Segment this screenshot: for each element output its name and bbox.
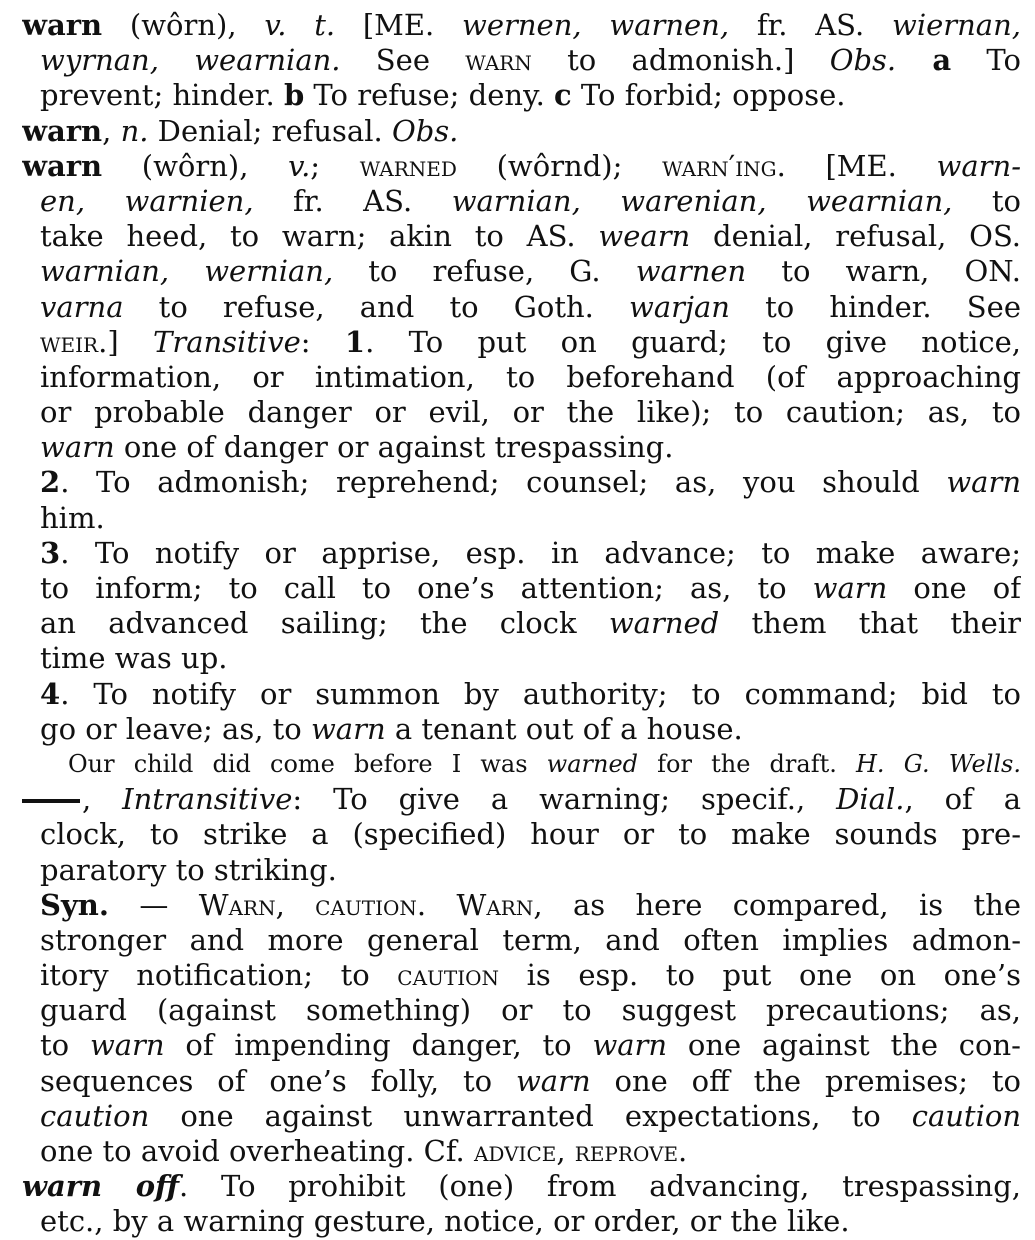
quote-text: for the draft. (638, 749, 856, 778)
quote-text: Our child did come before I was (68, 749, 547, 778)
synonym: caution (397, 958, 500, 993)
entry-warn-v-line-3 (40, 219, 1021, 254)
text: , of a (904, 782, 1021, 817)
text: . To notify or apprise, esp. in advance; to make aware; (60, 535, 1021, 570)
text: to warn, ON. (746, 254, 1021, 289)
synonymy-line-1 (40, 888, 1021, 923)
text: to (952, 183, 1021, 218)
pronunciation: (wôrn), (102, 148, 289, 183)
sense-letter: c (554, 78, 572, 113)
text: : (300, 324, 345, 359)
sense-number: 3 (40, 535, 61, 570)
text: paratory to striking. (40, 852, 337, 887)
label-dial: Dial. (836, 782, 905, 817)
etymon: varna (40, 289, 124, 324)
synonym: Warn (456, 887, 534, 922)
entry-warn-v-line-18 (22, 782, 1021, 817)
text: to (40, 1028, 90, 1063)
headword: warn (22, 148, 103, 183)
text: one off the premises; to (590, 1063, 1021, 1098)
example-word: caution (40, 1098, 150, 1133)
example-word: warn (946, 465, 1021, 500)
part-of-speech: v. t. (264, 8, 336, 42)
headword: warn off (22, 1169, 180, 1204)
entry-warn-vt-line-1 (22, 8, 1021, 43)
entry-warn-v-line-5 (40, 290, 1021, 325)
example-word: warn (515, 1063, 591, 1098)
text: , (102, 113, 121, 148)
example-word: warn (89, 1028, 165, 1063)
entry-warn-vt-line-2 (40, 43, 1021, 78)
headword: warn (22, 8, 103, 42)
entry-warn-v-line-1 (22, 149, 1021, 184)
etymon: warjan (629, 289, 730, 324)
synonymy-line-4 (40, 993, 1021, 1028)
text: of impending danger, to (164, 1028, 593, 1063)
part-of-speech: n. (120, 113, 149, 148)
pronunciation: (wôrnd); (456, 148, 663, 183)
text: . [ME. (776, 148, 937, 183)
cross-reference: advice, reprove (473, 1134, 679, 1168)
text: , (82, 782, 123, 817)
text: .] (98, 324, 153, 359)
text: To (951, 43, 1021, 78)
etymon: warnian, wernian, (40, 254, 334, 289)
text: go or leave; as, to (40, 711, 311, 746)
text: to admonish.] (531, 43, 830, 78)
sense-number: 4 (40, 676, 61, 711)
etymon: warn- (936, 148, 1021, 183)
entry-warn-v-line-16 (40, 677, 1021, 712)
text: an advanced sailing; the clock (40, 606, 609, 641)
entry-warn-v-line-12 (40, 536, 1021, 571)
text: one of (887, 571, 1021, 605)
text: is esp. to put one on one’s (499, 958, 1021, 993)
text: , as here compared, is the (533, 887, 1021, 922)
text: . To admonish; reprehend; counsel; as, you should (60, 465, 947, 500)
etymon: warnian, warenian, wearnian, (451, 183, 953, 218)
entry-warn-v-line-9 (40, 430, 1021, 465)
entry-warn-vt-line-3 (40, 78, 1021, 113)
synonymy-line-7 (40, 1099, 1021, 1134)
cross-reference: warn (465, 43, 532, 78)
text: to inform; to call to one’s attention; as, to (40, 571, 813, 605)
text: guard (against something) or to suggest precautions; as, (40, 993, 1021, 1028)
text: one against the con- (667, 1028, 1021, 1063)
synonymy-line-3 (40, 958, 1021, 993)
entry-warn-v-line-7 (40, 360, 1021, 395)
text: one against unwarranted expectations, to (149, 1098, 912, 1133)
etymon: wearn (598, 219, 691, 254)
text: to refuse, G. (333, 254, 636, 289)
text: him. (40, 500, 105, 535)
synonymy-line-8 (40, 1134, 1021, 1169)
entry-warn-v-line-14 (40, 606, 1021, 641)
text: to refuse, and to Goth. (123, 289, 630, 324)
example-word: warn (592, 1028, 668, 1063)
text: : To give a warning; specif., (292, 782, 837, 817)
quote-author: H. G. Wells. (856, 749, 1021, 778)
text: denial, refusal, OS. (690, 219, 1021, 254)
example-word: caution (911, 1098, 1021, 1133)
text: Denial; refusal. (148, 113, 392, 148)
text: prevent; hinder. (40, 78, 284, 113)
text: . (678, 1134, 688, 1168)
swung-dash-rule (22, 799, 80, 803)
entry-warn-off-line-2 (40, 1204, 1021, 1239)
entry-warn-v-line-2 (40, 184, 1021, 219)
headword: warn (22, 113, 103, 148)
example-word: warned (546, 749, 639, 778)
text: clock, to strike a (specified) hour or to make sounds pre- (40, 817, 1021, 852)
text: them that their (719, 606, 1021, 641)
entry-warn-off-line-1 (22, 1169, 1021, 1204)
text: ; (310, 148, 360, 183)
entry-warn-v-line-17 (40, 712, 1021, 747)
label-transitive: Transitive (152, 324, 301, 359)
etymon: wernen, warnen, (462, 8, 730, 42)
text: To refuse; deny. (304, 78, 555, 113)
entry-warn-v-line-13 (40, 571, 1021, 606)
label-obs: Obs. (829, 43, 897, 78)
entry-warn-v-line-20 (40, 853, 1021, 888)
text: [ME. (335, 8, 463, 42)
text: — (108, 887, 199, 922)
sense-letter: b (283, 78, 305, 113)
entry-warn-v-line-4 (40, 254, 1021, 289)
text: time was up. (40, 641, 228, 676)
text: See (340, 43, 466, 78)
entry-warn-noun-line-1 (22, 114, 1021, 149)
example-word: warn (812, 571, 888, 605)
synonymy-line-2 (40, 923, 1021, 958)
example-word: warn (310, 711, 386, 746)
entry-warn-v-line-6 (40, 325, 1021, 360)
sense-number: 1 (344, 324, 366, 359)
etymon: wyrnan, wearnian. (40, 43, 341, 78)
inflection: warned (359, 148, 457, 183)
text: one to avoid overheating. Cf. (40, 1134, 474, 1168)
text: take heed, to warn; akin to AS. (40, 219, 599, 254)
part-of-speech: v. (288, 148, 311, 183)
text: one of danger or against trespassing. (114, 430, 674, 465)
text: . To put on guard; to give notice, (365, 324, 1021, 359)
synonym-list: Warn, caution (198, 887, 417, 922)
inflection: warn′ing (662, 148, 777, 183)
text: . To prohibit (one) from advancing, trespassing, (179, 1169, 1021, 1204)
example-word: warn (40, 430, 115, 465)
entry-warn-v-line-19 (40, 817, 1021, 852)
etymon: en, warnien, (40, 183, 254, 218)
entry-warn-v-line-8 (40, 395, 1021, 430)
entry-warn-v-line-10 (40, 465, 1021, 500)
text: sequences of one’s folly, to (40, 1063, 516, 1098)
text: To forbid; oppose. (571, 78, 846, 113)
sense-letter: a (896, 43, 952, 78)
text: stronger and more general term, and often implies admon- (40, 922, 1021, 957)
etymon: warnen (635, 254, 747, 289)
pronunciation: (wôrn), (102, 8, 265, 42)
text: . To notify or summon by authority; to command; bid to (60, 676, 1021, 711)
text: etc., by a warning gesture, notice, or order, or the like. (40, 1204, 850, 1239)
text: or probable danger or evil, or the like); to caution; as, to (40, 395, 1021, 430)
text: a tenant out of a house. (385, 711, 743, 746)
quotation (40, 747, 1021, 782)
synonymy-line-6 (40, 1064, 1021, 1099)
syn-label: Syn. (40, 887, 109, 922)
text: to hinder. See (729, 289, 1021, 324)
example-word: warned (608, 606, 720, 641)
text: itory notification; to (40, 958, 398, 993)
entry-warn-v-line-15 (40, 641, 1021, 676)
cross-reference: weir (40, 324, 99, 359)
etymon: wiernan, (892, 8, 1021, 42)
label-intransitive: Intransitive (122, 782, 293, 817)
text: . (416, 887, 457, 922)
text: fr. AS. (729, 8, 892, 42)
label-obs: Obs. (391, 113, 459, 148)
text: fr. AS. (253, 183, 452, 218)
entry-warn-v-line-11 (40, 501, 1021, 536)
sense-number: 2 (40, 465, 61, 500)
text: information, or intimation, to beforehand (of approaching (40, 359, 1021, 394)
synonymy-line-5 (40, 1028, 1021, 1063)
